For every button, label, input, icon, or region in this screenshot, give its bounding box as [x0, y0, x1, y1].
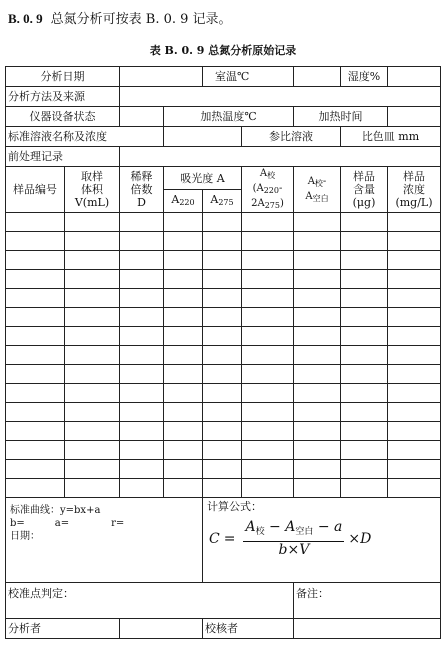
data-cell[interactable] [164, 403, 203, 422]
method-source-label: 分析方法及来源 [6, 87, 120, 107]
data-cell[interactable] [6, 270, 65, 289]
data-cell[interactable] [203, 384, 242, 403]
data-cell[interactable] [294, 384, 341, 403]
data-cell[interactable] [164, 441, 203, 460]
b-label: b= [10, 518, 25, 529]
data-cell[interactable] [6, 403, 65, 422]
table-row [6, 346, 441, 365]
data-cell[interactable] [65, 479, 120, 498]
table-row [6, 441, 441, 460]
table-row [6, 365, 441, 384]
data-cell[interactable] [203, 422, 242, 441]
remark-label: 备注： [296, 587, 329, 600]
calibration-curve-label: 标准曲线：y=bx+a [10, 505, 101, 516]
pretreatment-field[interactable] [120, 147, 441, 167]
data-cell[interactable] [242, 441, 294, 460]
data-cell[interactable] [65, 441, 120, 460]
header-sample-concentration: 样品 浓度 (mg/L) [388, 167, 441, 213]
pretreatment-label: 前处理记录 [6, 147, 120, 167]
data-cell[interactable] [164, 365, 203, 384]
analysis-date-field[interactable] [120, 67, 203, 87]
data-cell[interactable] [294, 308, 341, 327]
table-caption: 表 B. 0. 9 总氮分析原始记录 [149, 44, 297, 57]
data-cell[interactable] [203, 441, 242, 460]
table-row [6, 213, 441, 232]
data-cell[interactable] [341, 365, 388, 384]
method-source-field[interactable] [120, 87, 441, 107]
formula-fraction: $\frac{A_校 - A_{空白} - a}{b\times V}$ [245, 519, 343, 558]
data-cell[interactable] [6, 460, 65, 479]
data-cell[interactable] [164, 346, 203, 365]
calculation-formula-cell [203, 498, 441, 583]
data-cell[interactable] [341, 441, 388, 460]
data-cell[interactable] [242, 270, 294, 289]
data-cell[interactable] [6, 308, 65, 327]
data-cell[interactable] [203, 232, 242, 251]
intro-line [8, 8, 232, 27]
table-row [6, 479, 441, 498]
table-row [6, 384, 441, 403]
data-cell[interactable] [65, 251, 120, 270]
instrument-status-field[interactable] [120, 107, 164, 127]
table-row [6, 232, 441, 251]
data-cell[interactable] [203, 213, 242, 232]
data-cell[interactable] [242, 289, 294, 308]
data-cell[interactable] [294, 289, 341, 308]
clause-number: B. 0. 9 [8, 11, 43, 26]
data-cell[interactable] [388, 308, 441, 327]
remark-cell[interactable] [294, 583, 441, 619]
data-cell[interactable] [65, 232, 120, 251]
data-cell[interactable] [341, 327, 388, 346]
footer-curve-row [6, 498, 441, 583]
data-cell[interactable] [388, 289, 441, 308]
data-cell[interactable] [388, 365, 441, 384]
data-cell[interactable] [6, 479, 65, 498]
data-cell[interactable] [203, 251, 242, 270]
table-row [6, 270, 441, 289]
table-row [6, 327, 441, 346]
data-cell[interactable] [65, 289, 120, 308]
data-cell[interactable] [164, 308, 203, 327]
reviewer-field[interactable] [294, 619, 441, 639]
table-row [6, 308, 441, 327]
data-cell[interactable] [120, 308, 164, 327]
data-cell[interactable] [388, 460, 441, 479]
data-cell[interactable] [6, 346, 65, 365]
info-row-instrument [6, 107, 441, 127]
data-cell[interactable] [341, 346, 388, 365]
data-cell[interactable] [6, 422, 65, 441]
data-cell[interactable] [164, 479, 203, 498]
data-cell[interactable] [294, 346, 341, 365]
standard-solution-label: 标准溶液名称及浓度 [6, 127, 164, 147]
data-cell[interactable] [6, 232, 65, 251]
data-cell[interactable] [6, 327, 65, 346]
cuvette-label: 比色皿 mm [341, 127, 441, 147]
header-sample-no: 样品编号 [6, 167, 65, 213]
data-rows [6, 213, 441, 498]
data-cell[interactable] [242, 213, 294, 232]
data-cell[interactable] [341, 213, 388, 232]
data-cell[interactable] [294, 213, 341, 232]
header-dilution: 稀释 倍数 D [120, 167, 164, 213]
data-cell[interactable] [341, 422, 388, 441]
info-row-date [6, 67, 441, 87]
data-cell[interactable] [6, 251, 65, 270]
data-cell[interactable] [65, 403, 120, 422]
intro-text: 总氮分析可按表 B. 0. 9 记录。 [50, 12, 232, 27]
data-cell[interactable] [203, 327, 242, 346]
data-cell[interactable] [120, 460, 164, 479]
column-header-row-1 [6, 167, 441, 190]
room-temp-label: 室温℃ [203, 67, 294, 87]
table-row [6, 460, 441, 479]
calibration-curve-cell[interactable] [6, 498, 203, 583]
footer-signature-row [6, 619, 441, 639]
footer-check-row [6, 583, 441, 619]
header-sample-volume: 取样 体积 V(mL) [65, 167, 120, 213]
humidity-label: 湿度% [341, 67, 388, 87]
data-cell[interactable] [341, 251, 388, 270]
data-cell[interactable] [388, 270, 441, 289]
data-cell[interactable] [294, 232, 341, 251]
data-cell[interactable] [164, 460, 203, 479]
data-cell[interactable] [164, 289, 203, 308]
instrument-status-label: 仪器设备状态 [6, 107, 120, 127]
calibration-check-cell[interactable] [6, 583, 294, 619]
data-cell[interactable] [120, 403, 164, 422]
reference-solution-label: 参比溶液 [242, 127, 341, 147]
analyst-field[interactable] [120, 619, 203, 639]
data-cell[interactable] [388, 441, 441, 460]
info-row-pretreatment [6, 147, 441, 167]
data-cell[interactable] [120, 441, 164, 460]
data-cell[interactable] [388, 213, 441, 232]
table-row [6, 403, 441, 422]
data-cell[interactable] [120, 384, 164, 403]
data-cell[interactable] [65, 460, 120, 479]
total-nitrogen-record-table [5, 66, 441, 639]
data-cell[interactable] [164, 232, 203, 251]
data-cell[interactable] [65, 365, 120, 384]
heating-time-label: 加热时间 [294, 107, 388, 127]
data-cell[interactable] [120, 213, 164, 232]
data-cell[interactable] [388, 403, 441, 422]
calculation-formula: C = $\frac{A_校 - A_{空白} - a}{b\times V}$ × D [209, 519, 372, 558]
data-cell[interactable] [164, 270, 203, 289]
data-cell[interactable] [388, 327, 441, 346]
heating-time-field[interactable] [388, 107, 441, 127]
data-cell[interactable] [120, 479, 164, 498]
data-cell[interactable] [203, 365, 242, 384]
data-cell[interactable] [341, 270, 388, 289]
data-cell[interactable] [294, 327, 341, 346]
data-cell[interactable] [65, 213, 120, 232]
info-row-method [6, 87, 441, 107]
data-cell[interactable] [164, 213, 203, 232]
data-cell[interactable] [203, 289, 242, 308]
data-cell[interactable] [388, 384, 441, 403]
data-cell[interactable] [242, 479, 294, 498]
data-cell[interactable] [164, 327, 203, 346]
data-cell[interactable] [242, 460, 294, 479]
table-row [6, 251, 441, 270]
data-cell[interactable] [341, 403, 388, 422]
data-cell[interactable] [294, 479, 341, 498]
data-cell[interactable] [341, 232, 388, 251]
data-cell[interactable] [294, 365, 341, 384]
data-cell[interactable] [65, 346, 120, 365]
data-cell[interactable] [242, 232, 294, 251]
analyst-label: 分析者 [6, 619, 120, 639]
data-cell[interactable] [120, 346, 164, 365]
data-cell[interactable] [294, 403, 341, 422]
data-cell[interactable] [164, 422, 203, 441]
data-cell[interactable] [388, 479, 441, 498]
data-cell[interactable] [341, 384, 388, 403]
data-cell[interactable] [65, 384, 120, 403]
data-cell[interactable] [294, 422, 341, 441]
data-cell[interactable] [242, 346, 294, 365]
data-cell[interactable] [388, 232, 441, 251]
data-cell[interactable] [341, 308, 388, 327]
standard-solution-field[interactable] [164, 127, 242, 147]
data-cell[interactable] [120, 232, 164, 251]
data-cell[interactable] [341, 460, 388, 479]
data-cell[interactable] [203, 403, 242, 422]
data-cell[interactable] [164, 384, 203, 403]
data-cell[interactable] [294, 460, 341, 479]
data-cell[interactable] [203, 346, 242, 365]
data-cell[interactable] [242, 403, 294, 422]
curve-date-label: 日期： [10, 531, 40, 542]
data-cell[interactable] [6, 289, 65, 308]
r-label: r= [111, 518, 125, 529]
data-cell[interactable] [65, 327, 120, 346]
data-cell[interactable] [294, 270, 341, 289]
data-cell[interactable] [242, 327, 294, 346]
info-row-standard [6, 127, 441, 147]
analysis-date-label: 分析日期 [6, 67, 120, 87]
data-cell[interactable] [341, 289, 388, 308]
data-cell[interactable] [164, 251, 203, 270]
data-cell[interactable] [242, 384, 294, 403]
data-cell[interactable] [388, 251, 441, 270]
data-cell[interactable] [120, 270, 164, 289]
data-cell[interactable] [203, 308, 242, 327]
data-cell[interactable] [242, 422, 294, 441]
room-temp-field[interactable] [294, 67, 341, 87]
data-cell[interactable] [388, 422, 441, 441]
data-cell[interactable] [120, 327, 164, 346]
heating-temp-label: 加热温度℃ [164, 107, 294, 127]
humidity-field[interactable] [388, 67, 441, 87]
data-cell[interactable] [242, 251, 294, 270]
calc-formula-label: 计算公式： [207, 500, 262, 513]
reviewer-label: 校核者 [203, 619, 294, 639]
data-cell[interactable] [6, 384, 65, 403]
data-cell[interactable] [242, 365, 294, 384]
data-cell[interactable] [203, 270, 242, 289]
data-cell[interactable] [203, 460, 242, 479]
data-cell[interactable] [203, 479, 242, 498]
table-row [6, 289, 441, 308]
data-cell[interactable] [6, 365, 65, 384]
data-cell[interactable] [6, 441, 65, 460]
table-row [6, 422, 441, 441]
data-cell[interactable] [120, 422, 164, 441]
header-sample-amount: 样品 含量 (μg) [341, 167, 388, 213]
data-cell[interactable] [388, 346, 441, 365]
header-a275: $A_{275}$ [203, 190, 242, 213]
data-cell[interactable] [294, 441, 341, 460]
data-cell[interactable] [120, 289, 164, 308]
data-cell[interactable] [6, 213, 65, 232]
header-a220: $A_{220}$ [164, 190, 203, 213]
calibration-check-label: 校准点判定： [8, 587, 74, 600]
data-cell[interactable] [65, 422, 120, 441]
header-a-difference: $A_校-$ $A_{空白}$ [294, 167, 341, 213]
header-a-corrected: $A_校$ ($A_{220}-$ $2A_{275}$) [242, 167, 294, 213]
data-cell[interactable] [294, 251, 341, 270]
a-label: a= [54, 518, 70, 529]
data-cell[interactable] [65, 270, 120, 289]
header-absorbance: 吸光度 A [164, 167, 242, 190]
data-cell[interactable] [341, 479, 388, 498]
data-cell[interactable] [120, 251, 164, 270]
data-cell[interactable] [65, 308, 120, 327]
data-cell[interactable] [242, 308, 294, 327]
data-cell[interactable] [120, 365, 164, 384]
